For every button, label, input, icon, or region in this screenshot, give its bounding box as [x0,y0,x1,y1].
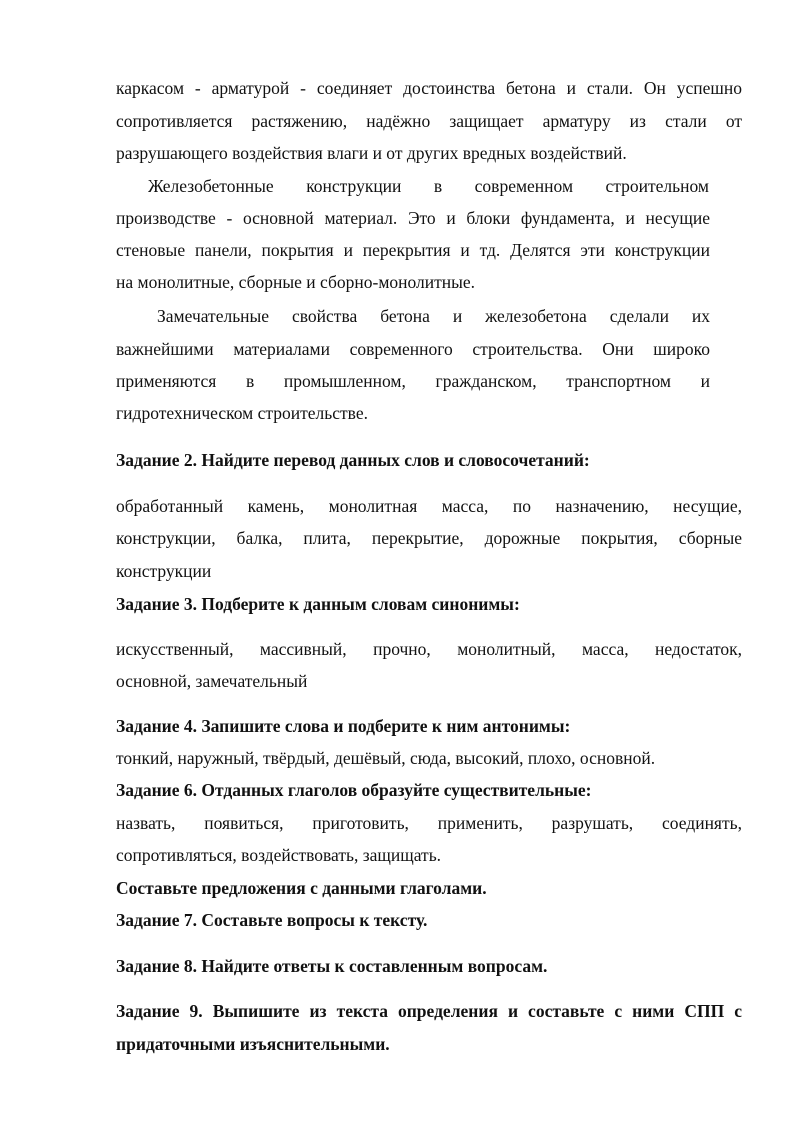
task-text-line: обработанный камень, монолитная масса, по назначению, несущие, [116,496,742,516]
task-heading: Задание 2. Найдите перевод данных слов и словосочетаний: [116,450,590,470]
paragraph-line: сопротивляется растяжению, надёжно защищает арматуру из стали от [116,111,742,131]
task-text-line: искусственный, массивный, прочно, монолитный, масса, недостаток, [116,639,742,659]
task-heading: Задание 6. Отданных глаголов образуйте существительные: [116,780,592,800]
task-heading: Задание 3. Подберите к данным словам синонимы: [116,594,520,614]
task-text-line: сопротивляться, воздействовать, защищать. [116,845,442,865]
task-text-line: основной, замечательный [116,671,308,691]
paragraph-line: производстве - основной материал. Это и блоки фундамента, и несущие [116,208,710,228]
task-heading: Задание 9. Выпишите из текста определения и составьте с ними СПП с [116,1001,742,1021]
paragraph-line: разрушающего воздействия влаги и от других вредных воздействий. [116,143,627,163]
paragraph-line: Замечательные свойства бетона и железобетона сделали их [157,306,710,326]
paragraph-line: Железобетонные конструкции в современном строительном [148,176,709,196]
paragraph-line: важнейшими материалами современного строительства. Они широко [116,339,710,359]
task-heading: Задание 8. Найдите ответы к составленным вопросам. [116,956,548,976]
task-heading: Задание 7. Составьте вопросы к тексту. [116,910,428,930]
paragraph-line: каркасом - арматурой - соединяет достоинства бетона и стали. Он успешно [116,78,742,98]
task-instruction: Составьте предложения с данными глаголами. [116,878,487,898]
paragraph-line: на монолитные, сборные и сборно-монолитные. [116,272,476,292]
task-text-line: конструкции, балка, плита, перекрытие, дорожные покрытия, сборные [116,528,742,548]
paragraph-line: гидротехническом строительстве. [116,403,368,423]
task-text-line: конструкции [116,561,212,581]
paragraph-line: применяются в промышленном, гражданском, транспортном и [116,371,710,391]
paragraph-line: стеновые панели, покрытия и перекрытия и тд. Делятся эти конструкции [116,240,710,260]
task-text-line: назвать, появиться, приготовить, применить, разрушать, соединять, [116,813,742,833]
task-heading: Задание 4. Запишите слова и подберите к ним антонимы: [116,716,571,736]
task-text-line: тонкий, наружный, твёрдый, дешёвый, сюда, высокий, плохо, основной. [116,748,656,768]
task-heading: придаточными изъяснительными. [116,1034,390,1054]
